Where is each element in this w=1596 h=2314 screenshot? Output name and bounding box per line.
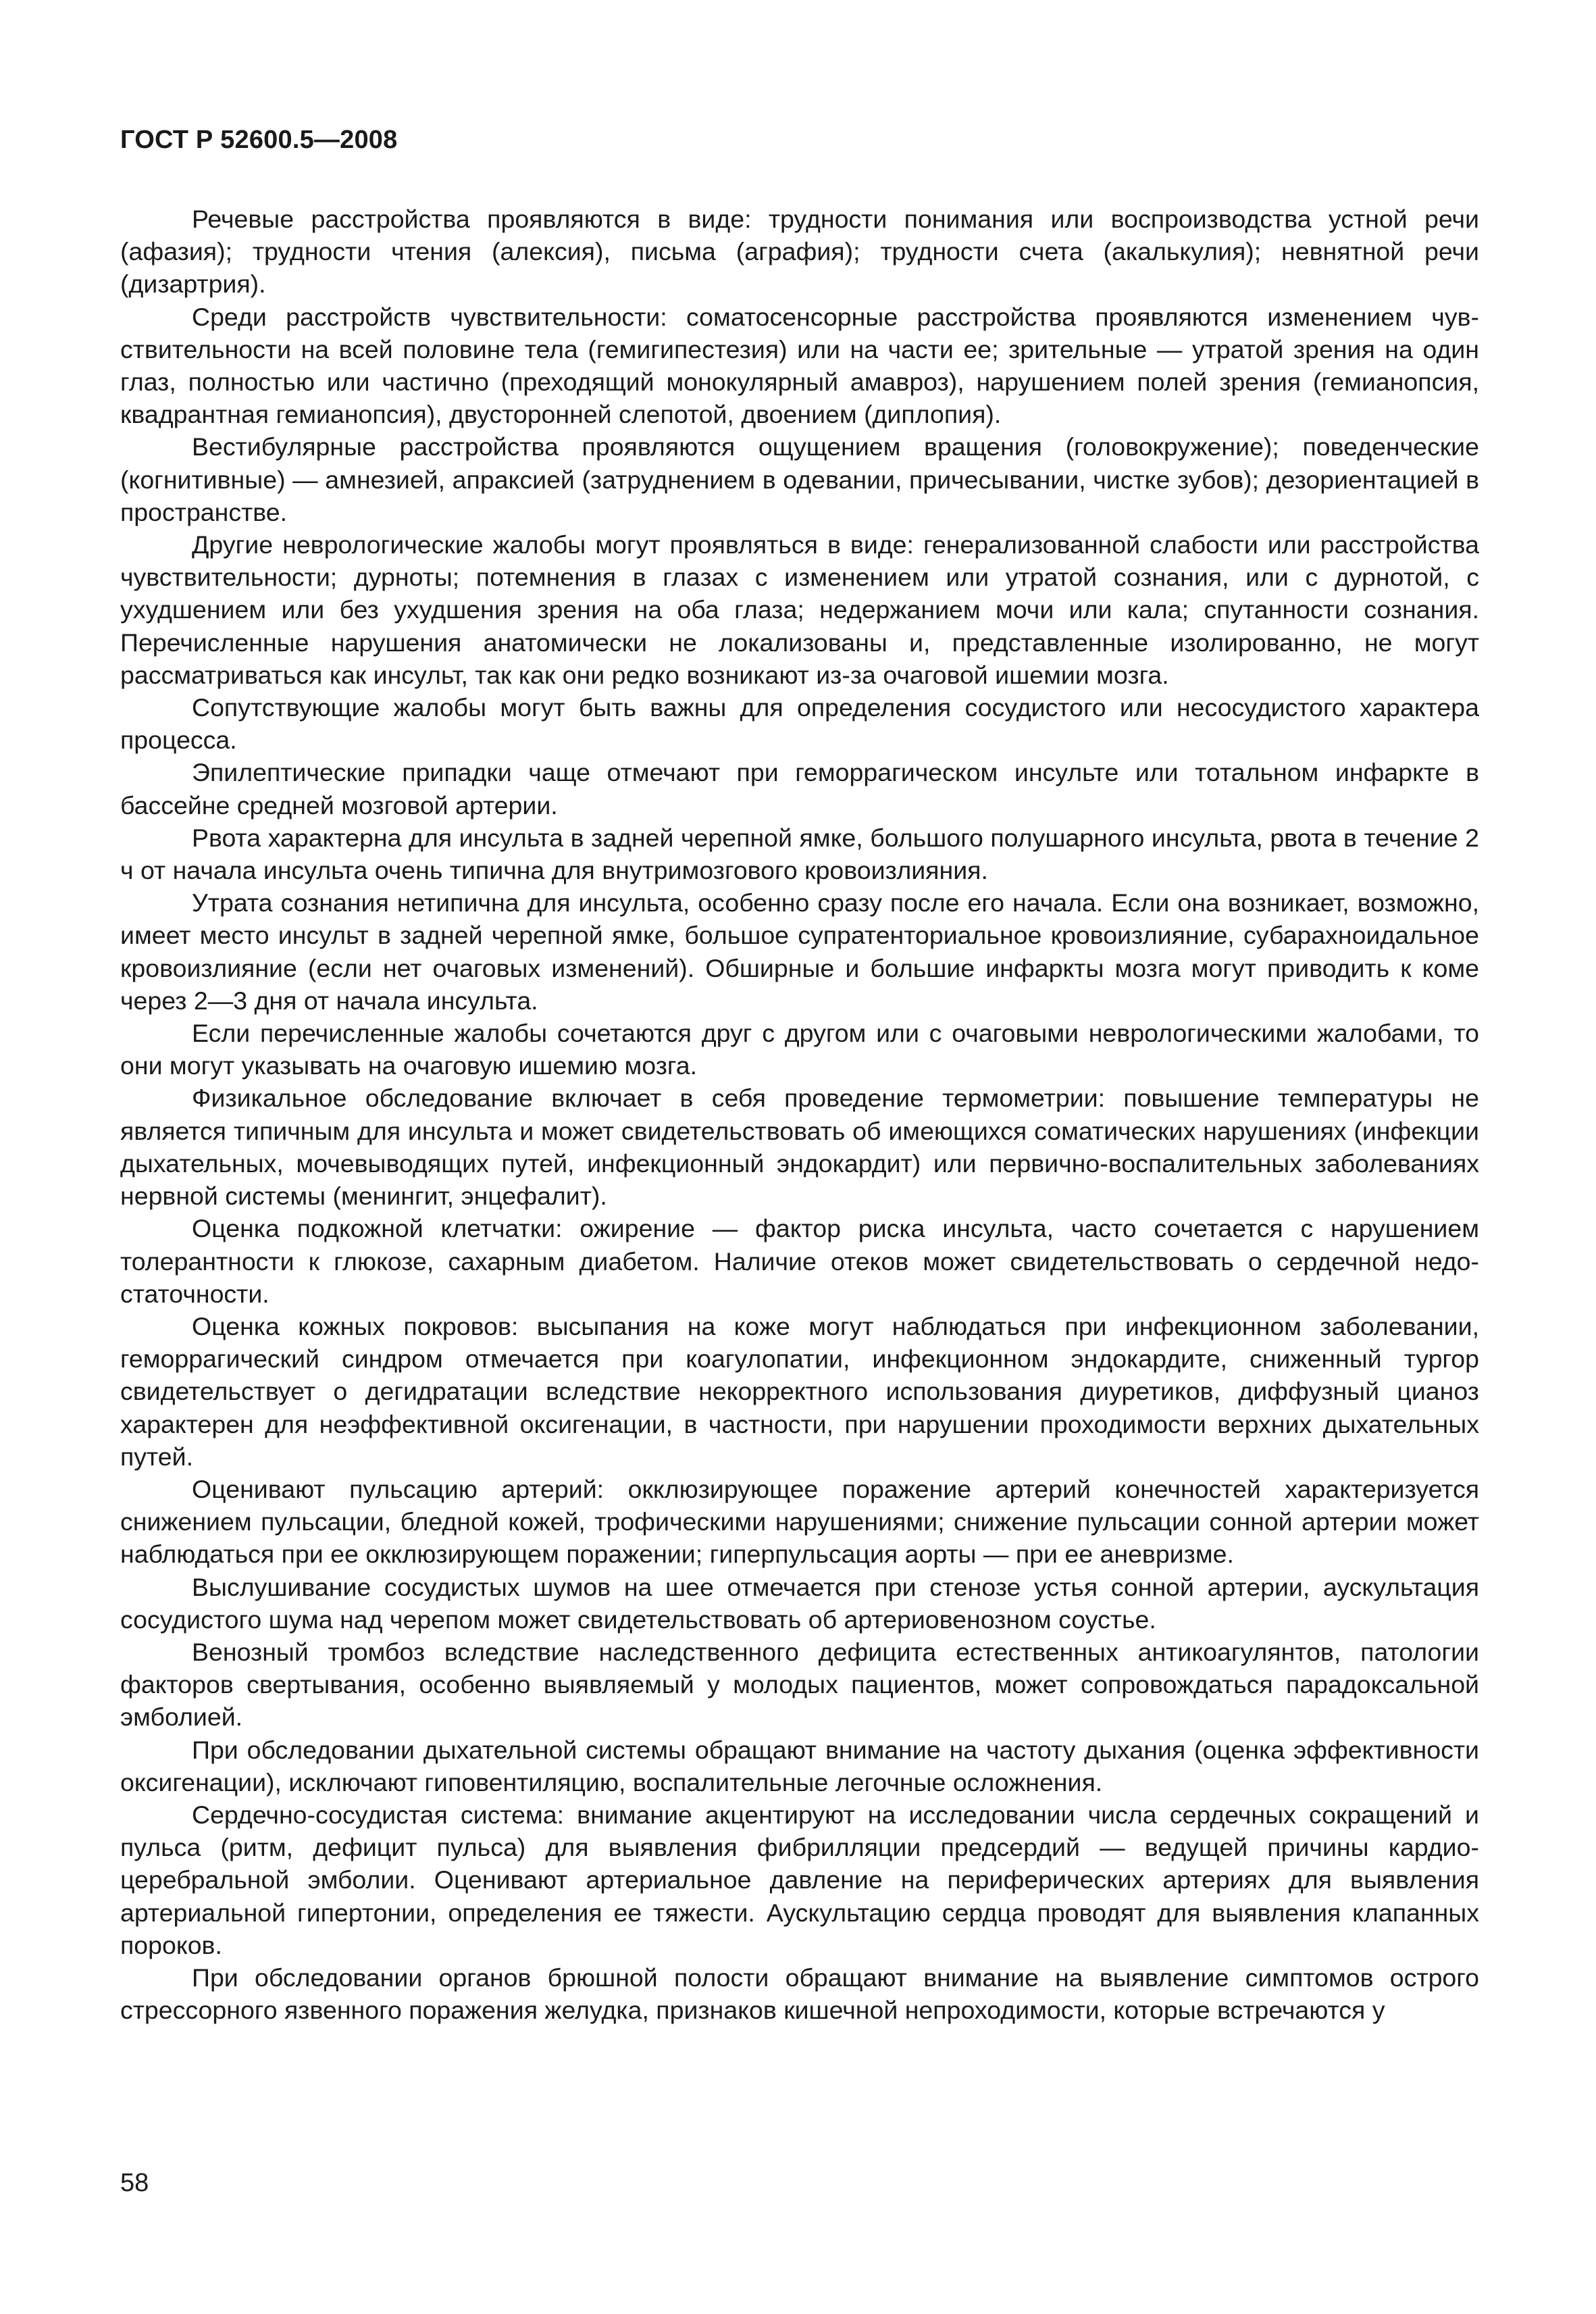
page-number: 58	[120, 2169, 149, 2197]
paragraph: При обследовании дыхательной системы обращают внимание на частоту дыхания (оценка эффективности оксигенации), исключают гиповентиляцию, воспалительные легочные осложнения.	[120, 1735, 1479, 1796]
paragraph: Другие неврологические жалобы могут проявляться в виде: генерализованной слабости или расстройства чувствительности; дурноты; потемнения в глазах с изменением или утратой сознания, или с дурнотой, с ухудшением или без ухудшения зрения на оба глаза; недержанием мочи или кала; спутанности сознания. Перечисленные нарушения анатомически не локализованы и, представленные изолированно, не могут рассматриваться как инсульт, так как они редко возникают из-за очаговой ишемии мозга.	[120, 530, 1479, 689]
paragraph: Вестибулярные расстройства проявляются ощущением вращения (головокружение); поведенческие (когнитивные) — амнезией, апраксией (затруднением в одевании, причесывании, чистке зубов); дезориентацией в пространстве.	[120, 432, 1479, 526]
document-body	[120, 203, 1479, 2026]
document-header: ГОСТ Р 52600.5—2008	[120, 126, 398, 154]
paragraph: Рвота характерна для инсульта в задней черепной ямке, большого полушарного инсульта, рвота в течение 2 ч от начала инсульта очень типична для внутримозгового кровоизлияния.	[120, 823, 1479, 885]
paragraph: Сердечно-сосудистая система: внимание акцентируют на исследовании числа сердечных сокращений и пульса (ритм, дефицит пульса) для выявления фибрилляции предсердий — ведущей причины кардиоцеребральной эмболии. Оценивают артериальное давление на периферических артериях для выявления артериальной гипертонии, определения ее тяжести. Аускультацию сердца проводят для выявления клапанных пороков.	[120, 1800, 1479, 1959]
paragraph: Среди расстройств чувствительности: соматосенсорные расстройства проявляются изменением чувствительности на всей половине тела (гемигипестезия) или на части ее; зрительные — утратой зрения на один глаз, полностью или частично (преходящий монокулярный амавроз), нарушением полей зрения (гемианопсия, квадрантная гемианопсия), двусторонней слепотой, двоением (диплопия).	[120, 302, 1479, 429]
paragraph: Венозный тромбоз вследствие наследственного дефицита естественных антикоагулянтов, патологии факторов свертывания, особенно выявляемый у молодых пациентов, может сопровождаться парадоксальной эмболией.	[120, 1637, 1479, 1732]
paragraph: При обследовании органов брюшной полости обращают внимание на выявление симптомов острого стрессорного язвенного поражения желудка, признаков кишечной непроходимости, которые встречаются у	[120, 1963, 1479, 2025]
paragraph: Сопутствующие жалобы могут быть важны для определения сосудистого или несосудистого характера процесса.	[120, 693, 1479, 755]
paragraph: Речевые расстройства проявляются в виде: трудности понимания или воспроизводства устной речи (афазия); трудности чтения (алексия), письма (аграфия); трудности счета (акалькулия); невнятной речи (дизартрия).	[120, 205, 1479, 299]
paragraph: Если перечисленные жалобы сочетаются друг с другом или с очаговыми неврологическими жалобами, то они могут указывать на очаговую ишемию мозга.	[120, 1019, 1479, 1080]
paragraph: Оценка кожных покровов: высыпания на коже могут наблюдаться при инфекционном заболевании, геморрагический синдром отмечается при коагулопатии, инфекционном эндокардите, сниженный тургор свидетельствует о дегидратации вследствие некорректного использования диуретиков, диффузный цианоз характерен для неэффективной оксигенации, в частности, при нарушении проходимости верхних дыхательных путей.	[120, 1311, 1479, 1471]
paragraph: Оценивают пульсацию артерий: окклюзирующее поражение артерий конечностей характеризуется снижением пульсации, бледной кожей, трофическими нарушениями; снижение пульсации сонной артерии может наблюдаться при ее окклюзирующем поражении; гиперпульсация аорты — при ее аневризме.	[120, 1474, 1479, 1569]
paragraph: Эпилептические припадки чаще отмечают при геморрагическом инсульте или тотальном инфаркте в бассейне средней мозговой артерии.	[120, 758, 1479, 820]
paragraph: Физикальное обследование включает в себя проведение термометрии: повышение температуры не является типичным для инсульта и может свидетельствовать об имеющихся соматических нарушениях (инфекции дыхательных, мочевыводящих путей, инфекционный эндокардит) или первично-воспалительных заболеваниях нервной системы (менингит, энцефалит).	[120, 1084, 1479, 1211]
paragraph: Утрата сознания нетипична для инсульта, особенно сразу после его начала. Если она возникает, возможно, имеет место инсульт в задней черепной ямке, большое супратенториальное кровоизлияние, субарахноидальное кровоизлияние (если нет очаговых изменений). Обширные и большие инфаркты мозга могут приводить к коме через 2—3 дня от начала инсульта.	[120, 888, 1479, 1015]
paragraph: Выслушивание сосудистых шумов на шее отмечается при стенозе устья сонной артерии, аускультация сосудистого шума над черепом может свидетельствовать об артериовенозном соустье.	[120, 1572, 1479, 1634]
paragraph: Оценка подкожной клетчатки: ожирение — фактор риска инсульта, часто сочетается с нарушением толерантности к глюкозе, сахарным диабетом. Наличие отеков может свидетельствовать о сердечной недостаточности.	[120, 1214, 1479, 1308]
